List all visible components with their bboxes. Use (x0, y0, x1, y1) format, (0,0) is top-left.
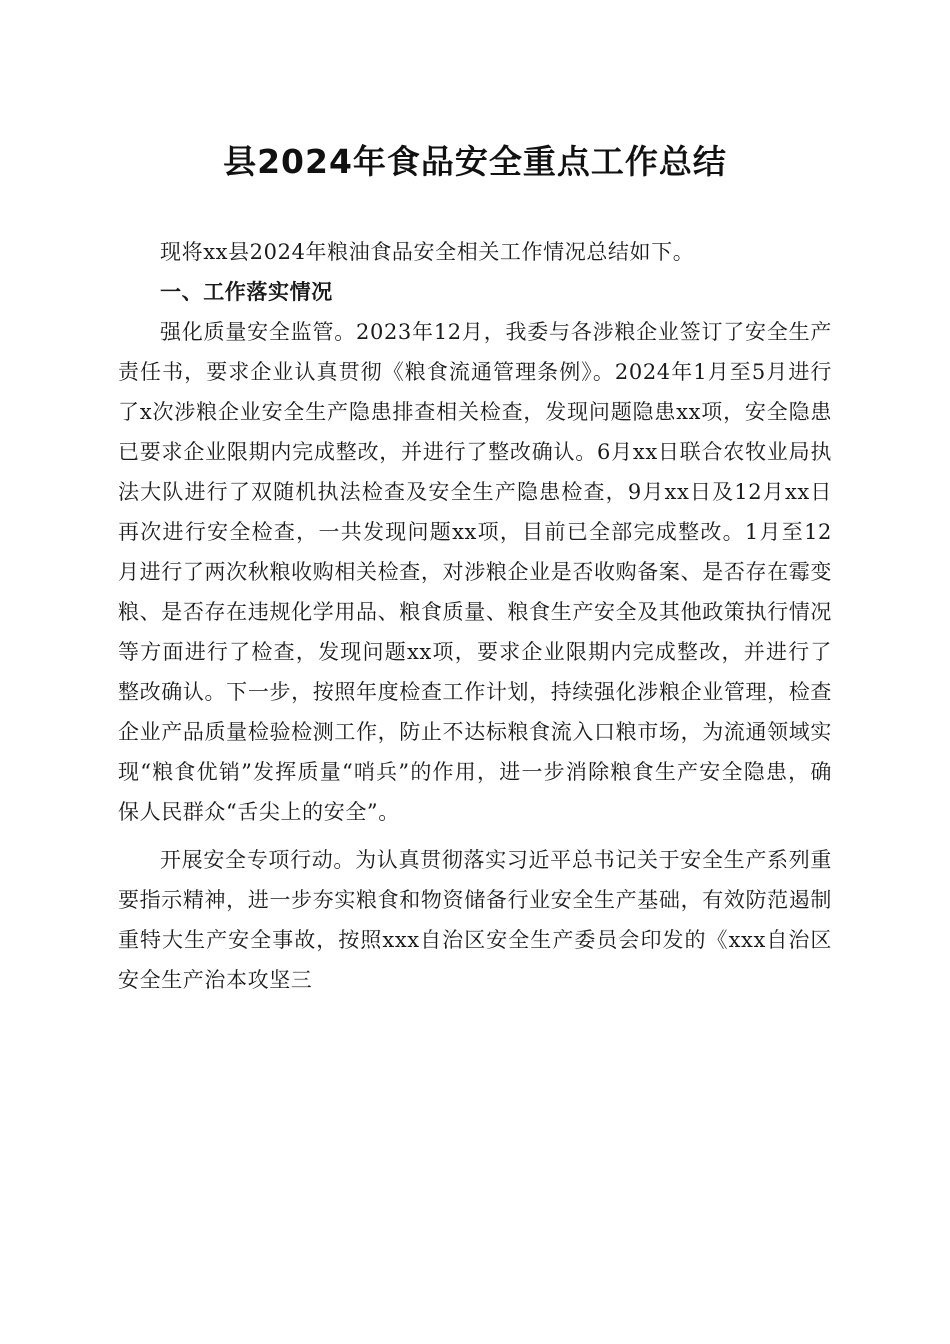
section-heading: 一、工作落实情况 (160, 280, 333, 304)
document-title: 县2024年食品安全重点工作总结 (223, 142, 727, 181)
document-body (118, 232, 832, 1000)
body-paragraph: 强化质量安全监管。2023年12月，我委与各涉粮企业签订了安全生产责任书，要求企业认真贯彻《粮食流通管理条例》。2024年1月至5月进行了x次涉粮企业安全生产隐患排查相关检查，发现问题隐患xx项，安全隐患已要求企业限期内完成整改，并进行了整改确认。6月xx日联合农牧业局执法大队进行了双随机执法检查及安全生产隐患检查，9月xx日及12月xx日再次进行安全检查，一共发现问题xx项，目前已全部完成整改。1月至12月进行了两次秋粮收购相关检查，对涉粮企业是否收购备案、是否存在霉变粮、是否存在违规化学用品、粮食质量、粮食生产安全及其他政策执行情况等方面进行了检查，发现问题xx项，要求企业限期内完成整改，并进行了整改确认。下一步，按照年度检查工作计划，持续强化涉粮企业管理，检查企业产品质量检验检测工作，防止不达标粮食流入口粮市场，为流通领域实现“粮食优销”发挥质量“哨兵”的作用，进一步消除粮食生产安全隐患，确保人民群众“舌尖上的安全”。 (118, 320, 832, 824)
intro-paragraph: 现将xx县2024年粮油食品安全相关工作情况总结如下。 (160, 240, 695, 264)
body-paragraph: 开展安全专项行动。为认真贯彻落实习近平总书记关于安全生产系列重要指示精神，进一步夯实粮食和物资储备行业安全生产基础，有效防范遏制重特大生产安全事故，按照xxx自治区安全生产委员会印发的《xxx自治区安全生产治本攻坚三 (118, 848, 832, 992)
